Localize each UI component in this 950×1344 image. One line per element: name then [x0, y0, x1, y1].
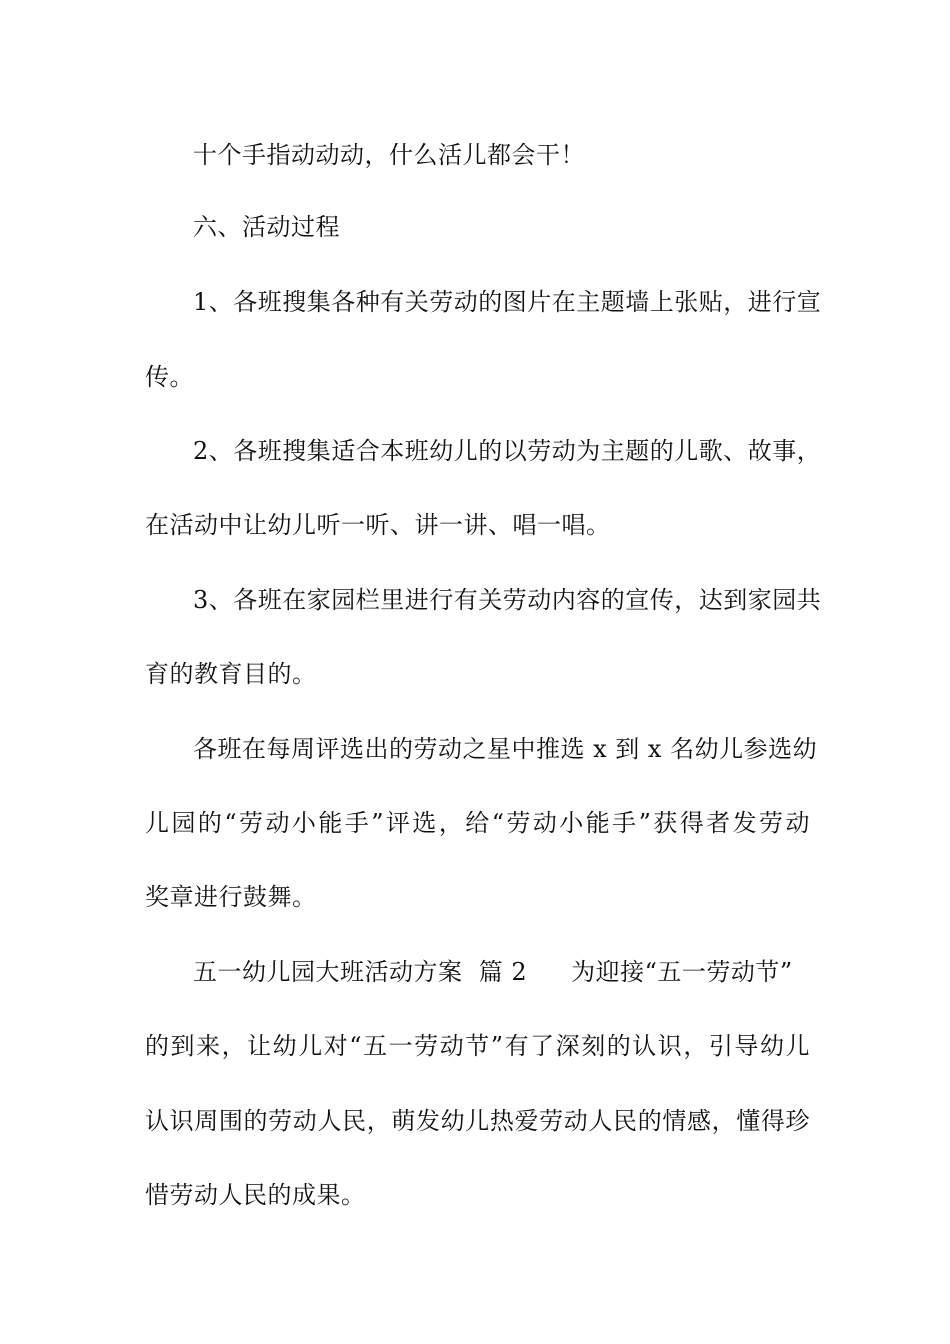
text-line-14: 认识周围的劳动人民，萌发幼儿热爱劳动人民的情感，懂得珍: [145, 1107, 810, 1135]
text-line-8: 育的教育目的。: [145, 660, 317, 688]
text-line-3: 1、各班搜集各种有关劳动的图片在主题墙上张贴，进行宣: [193, 288, 822, 316]
article-heading-line: [193, 957, 810, 987]
text-line-13: 的到来，让幼儿对“五一劳动节”有了深刻的认识，引导幼儿: [145, 1032, 810, 1060]
text-line-6: 在活动中让幼儿听一听、讲一讲、唱一唱。: [145, 511, 611, 539]
section-heading: 六、活动过程: [193, 213, 340, 241]
text-line-15: 惜劳动人民的成果。: [145, 1181, 366, 1209]
text-line-1: 十个手指动动动，什么活儿都会干！: [193, 141, 585, 169]
text-line-9: 各班在每周评选出的劳动之星中推选 x 到 x 名幼儿参选幼: [193, 735, 818, 763]
article-title: 五一幼儿园大班活动方案 篇 2: [193, 958, 528, 986]
article-intro-start: 为迎接“五一劳动节”: [571, 958, 793, 986]
text-line-4: 传。: [145, 363, 194, 391]
text-line-5: 2、各班搜集适合本班幼儿的以劳动为主题的儿歌、故事，: [193, 437, 822, 465]
text-line-7: 3、各班在家园栏里进行有关劳动内容的宣传，达到家园共: [193, 586, 822, 614]
text-line-10: 儿园的“劳动小能手”评选，给“劳动小能手”获得者发劳动: [145, 809, 810, 837]
text-line-11: 奖章进行鼓舞。: [145, 883, 317, 911]
